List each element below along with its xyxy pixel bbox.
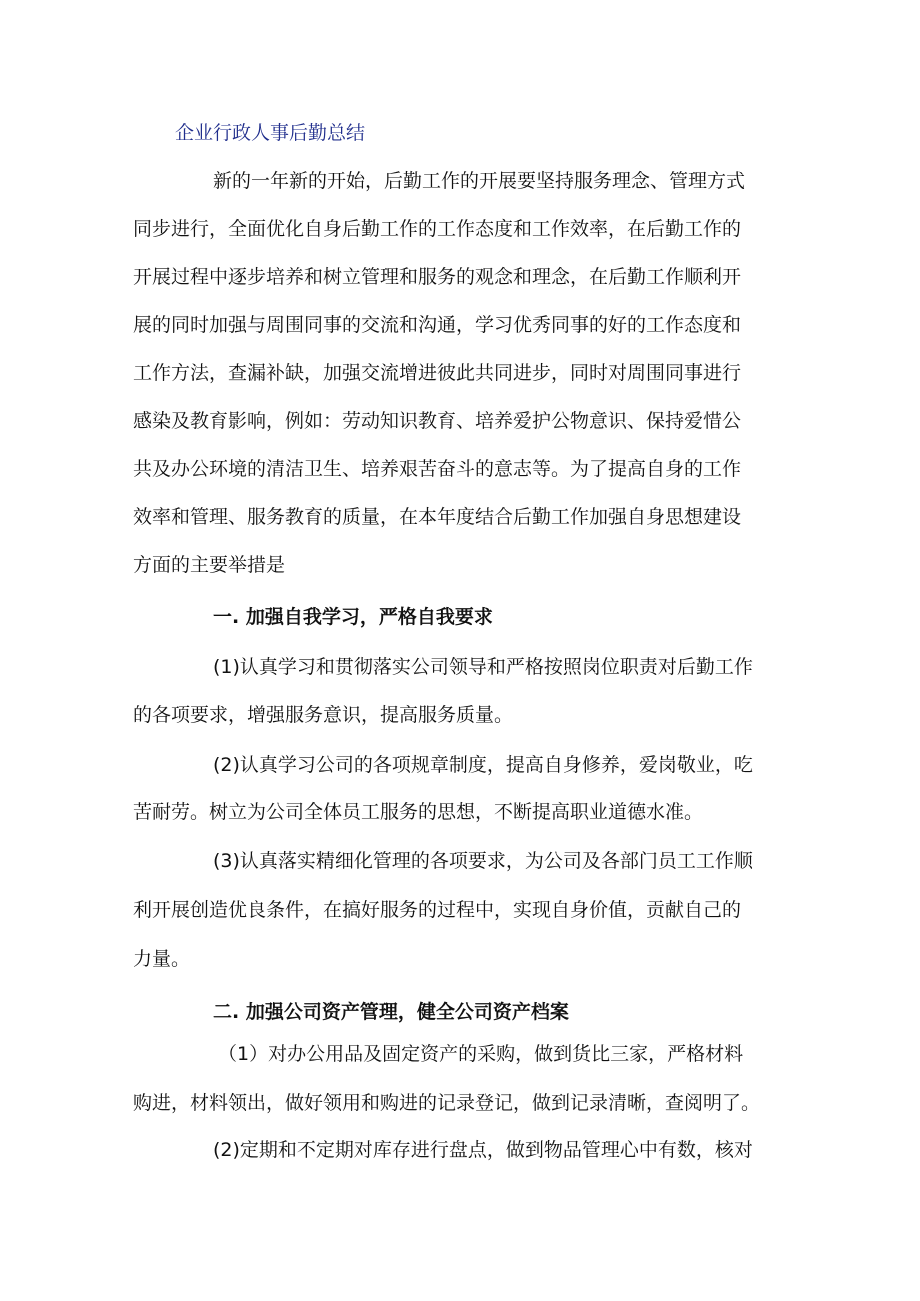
intro-line: 效率和管理、服务教育的质量，在本年度结合后勤工作加强自身思想建设 [133,506,742,528]
intro-line: 方面的主要举措是 [133,554,286,576]
intro-line: 同步进行，全面优化自身后勤工作的工作态度和工作效率，在后勤工作的 [133,218,742,240]
section-heading-1: 一. 加强自我学习，严格自我要求 [213,606,493,628]
section1-item-2-line: (2)认真学习公司的各项规章制度，提高自身修养，爱岗敬业，吃 [213,754,753,776]
section-heading-2: 二. 加强公司资产管理，健全公司资产档案 [213,1001,569,1023]
section1-item-1-line: (1)认真学习和贯彻落实公司领导和严格按照岗位职责对后勤工作 [213,656,753,678]
section1-item-3-line: (3)认真落实精细化管理的各项要求，为公司及各部门员工工作顺 [213,850,753,872]
document-title: 企业行政人事后勤总结 [175,122,366,144]
section2-item-1-line: （1）对办公用品及固定资产的采购，做到货比三家，严格材料 [218,1043,744,1065]
intro-line: 展的同时加强与周围同事的交流和沟通，学习优秀同事的好的工作态度和 [133,314,742,336]
intro-line: 共及办公环境的清洁卫生、培养艰苦奋斗的意志等。为了提高自身的工作 [133,458,742,480]
section1-item-1-line: 的各项要求，增强服务意识，提高服务质量。 [133,704,514,726]
section1-item-3-line: 利开展创造优良条件，在搞好服务的过程中，实现自身价值，贡献自己的 [133,899,742,921]
intro-line: 感染及教育影响，例如：劳动知识教育、培养爱护公物意识、保持爱惜公 [133,410,742,432]
section1-item-2-line: 苦耐劳。树立为公司全体员工服务的思想，不断提高职业道德水准。 [133,801,704,823]
intro-line: 新的一年新的开始，后勤工作的开展要坚持服务理念、管理方式 [213,170,746,192]
intro-line: 开展过程中逐步培养和树立管理和服务的观念和理念，在后勤工作顺利开 [133,266,742,288]
section2-item-1-line: 购进，材料领出，做好领用和购进的记录登记，做到记录清晰，查阅明了。 [133,1092,761,1114]
intro-line: 工作方法，查漏补缺，加强交流增进彼此共同进步，同时对周围同事进行 [133,362,742,384]
section2-item-2-line: (2)定期和不定期对库存进行盘点，做到物品管理心中有数，核对 [213,1139,753,1161]
section1-item-3-line: 力量。 [133,948,191,970]
